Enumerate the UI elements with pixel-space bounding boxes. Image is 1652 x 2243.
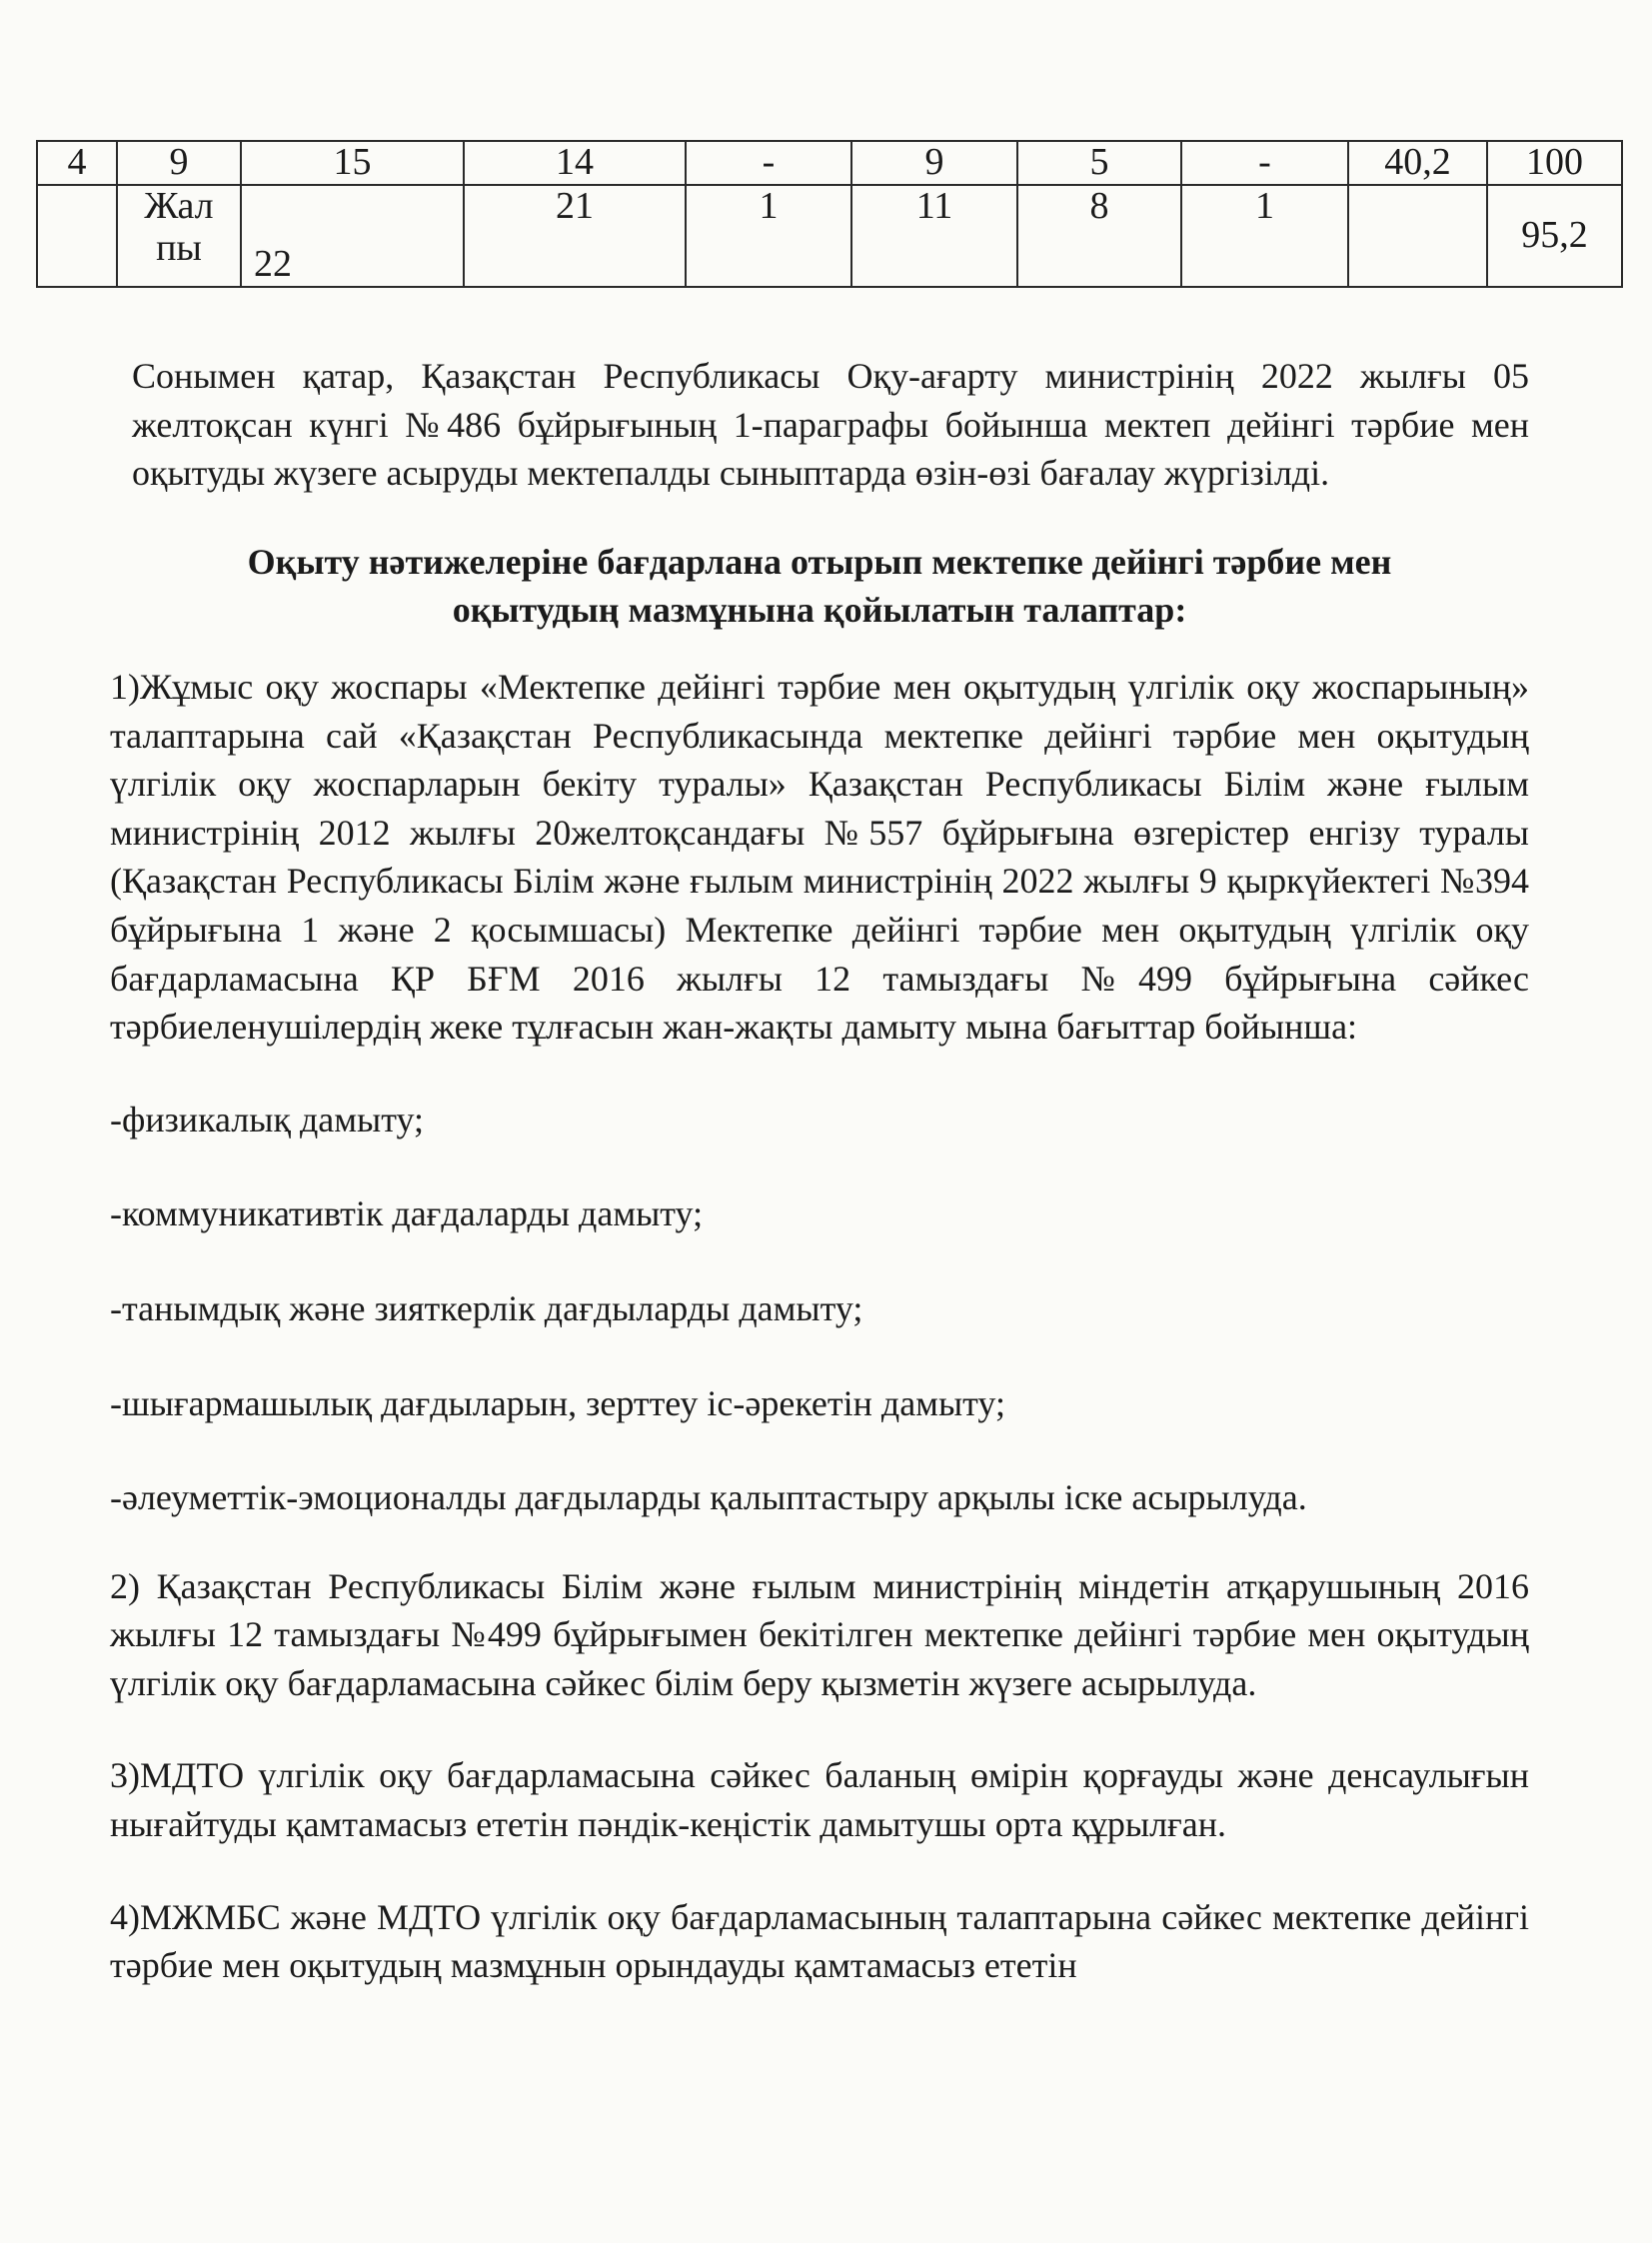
development-directions-list <box>110 1096 1529 1522</box>
results-table <box>36 140 1621 288</box>
item-3-paragraph: 3)МДТО үлгілік оқу бағдарламасына сәйкес баланың өмірін қорғауды және денсаулығын нығайтуды қамтамасыз ететін пәндік-кеңістік дамытушы орта құрылған. <box>110 1755 1529 1845</box>
section-heading <box>110 538 1529 635</box>
table-cell: - <box>1181 141 1348 185</box>
item-1-paragraph: 1)Жұмыс оқу жоспары «Мектепке дейінгі тәрбие мен оқытудың үлгілік оқу жоспарының» талаптарына сай «Қазақстан Республикасында мектепке дейінгі тәрбие мен оқытудың үлгілік оқу жоспарларын бекіту туралы» Қазақстан Республикасы Білім және ғылым министрінің 2012 жылғы 20желтоқсандағы №557 бұйрығына өзгерістер енгізу туралы (Қазақстан Республикасы Білім және ғылым министрінің 2022 жылғы 9 қыркүйектегі №394 бұйрығына 1 және 2 қосымшасы) Мектепке дейінгі тәрбие мен оқытудың үлгілік оқу бағдарламасына ҚР БҒМ 2016 жылғы 12 тамыздағы №499 бұйрығына сәйкес тәрбиеленушілердің жеке тұлғасын жан-жақты дамыту мына бағыттар бойынша: <box>110 666 1529 1048</box>
list-item: -шығармашылық дағдыларын, зерттеу іс-әрекетін дамыту; <box>110 1382 1005 1423</box>
table-cell: 11 <box>851 185 1017 287</box>
table-cell: 21 <box>464 185 686 287</box>
table-cell: 14 <box>464 141 686 185</box>
heading-line-2: оқытудың мазмұнына қойылатын талаптар: <box>452 590 1187 631</box>
table-cell: 1 <box>686 185 851 287</box>
table-cell: - <box>686 141 851 185</box>
document-body <box>110 352 1529 2034</box>
table-cell: 5 <box>1017 141 1181 185</box>
item-2-paragraph: 2) Қазақстан Республикасы Білім және ғылым министрінің міндетін атқарушының 2016 жылғы 12 тамыздағы №499 бұйрығымен бекітілген мектепке дейінгі тәрбие мен оқытудың үлгілік оқу бағдарламасына сәйкес білім беру қызметін жүзеге асырылуда. <box>110 1565 1529 1703</box>
list-item: -әлеуметтік-эмоционалды дағдыларды қалыптастыру арқылы іске асырылуда. <box>110 1477 1307 1518</box>
table-cell: 95,2 <box>1487 185 1622 287</box>
table-row <box>37 185 1622 287</box>
table-cell <box>37 185 117 287</box>
table-cell: 8 <box>1017 185 1181 287</box>
list-item: -коммуникативтік дағдаларды дамыту; <box>110 1193 704 1234</box>
table-cell <box>1348 185 1487 287</box>
total-label-cell: Жал пы <box>117 185 241 287</box>
list-item: -физикалық дамыту; <box>110 1099 424 1139</box>
list-item: -танымдық және зияткерлік дағдыларды дамыту; <box>110 1287 863 1328</box>
intro-paragraph: Сонымен қатар, Қазақстан Республикасы Оқу-ағарту министрінің 2022 жылғы 05 желтоқсан күнгі №486 бұйрығының 1-параграфы бойынша мектеп дейінгі тәрбие мен оқытуды жүзеге асыруды мектепалды сыныптарда өзін-өзі бағалау жүргізілді. <box>132 356 1529 494</box>
table-cell: 1 <box>1181 185 1348 287</box>
table-cell: 4 <box>37 141 117 185</box>
table-cell: 9 <box>851 141 1017 185</box>
item-4-paragraph: 4)МЖМБС және МДТО үлгілік оқу бағдарламасының талаптарына сәйкес мектепке дейінгі тәрбие мен оқытудың мазмұнын орындауды қамтамасыз ететін <box>110 1896 1529 1986</box>
heading-line-1: Оқыту нәтижелеріне бағдарлана отырып мектепке дейінгі тәрбие мен <box>247 541 1392 582</box>
table-cell: 22 <box>241 185 464 287</box>
table-cell: 40,2 <box>1348 141 1487 185</box>
table-cell: 9 <box>117 141 241 185</box>
table-cell: 15 <box>241 141 464 185</box>
table-cell: 100 <box>1487 141 1622 185</box>
table-row <box>37 141 1622 185</box>
